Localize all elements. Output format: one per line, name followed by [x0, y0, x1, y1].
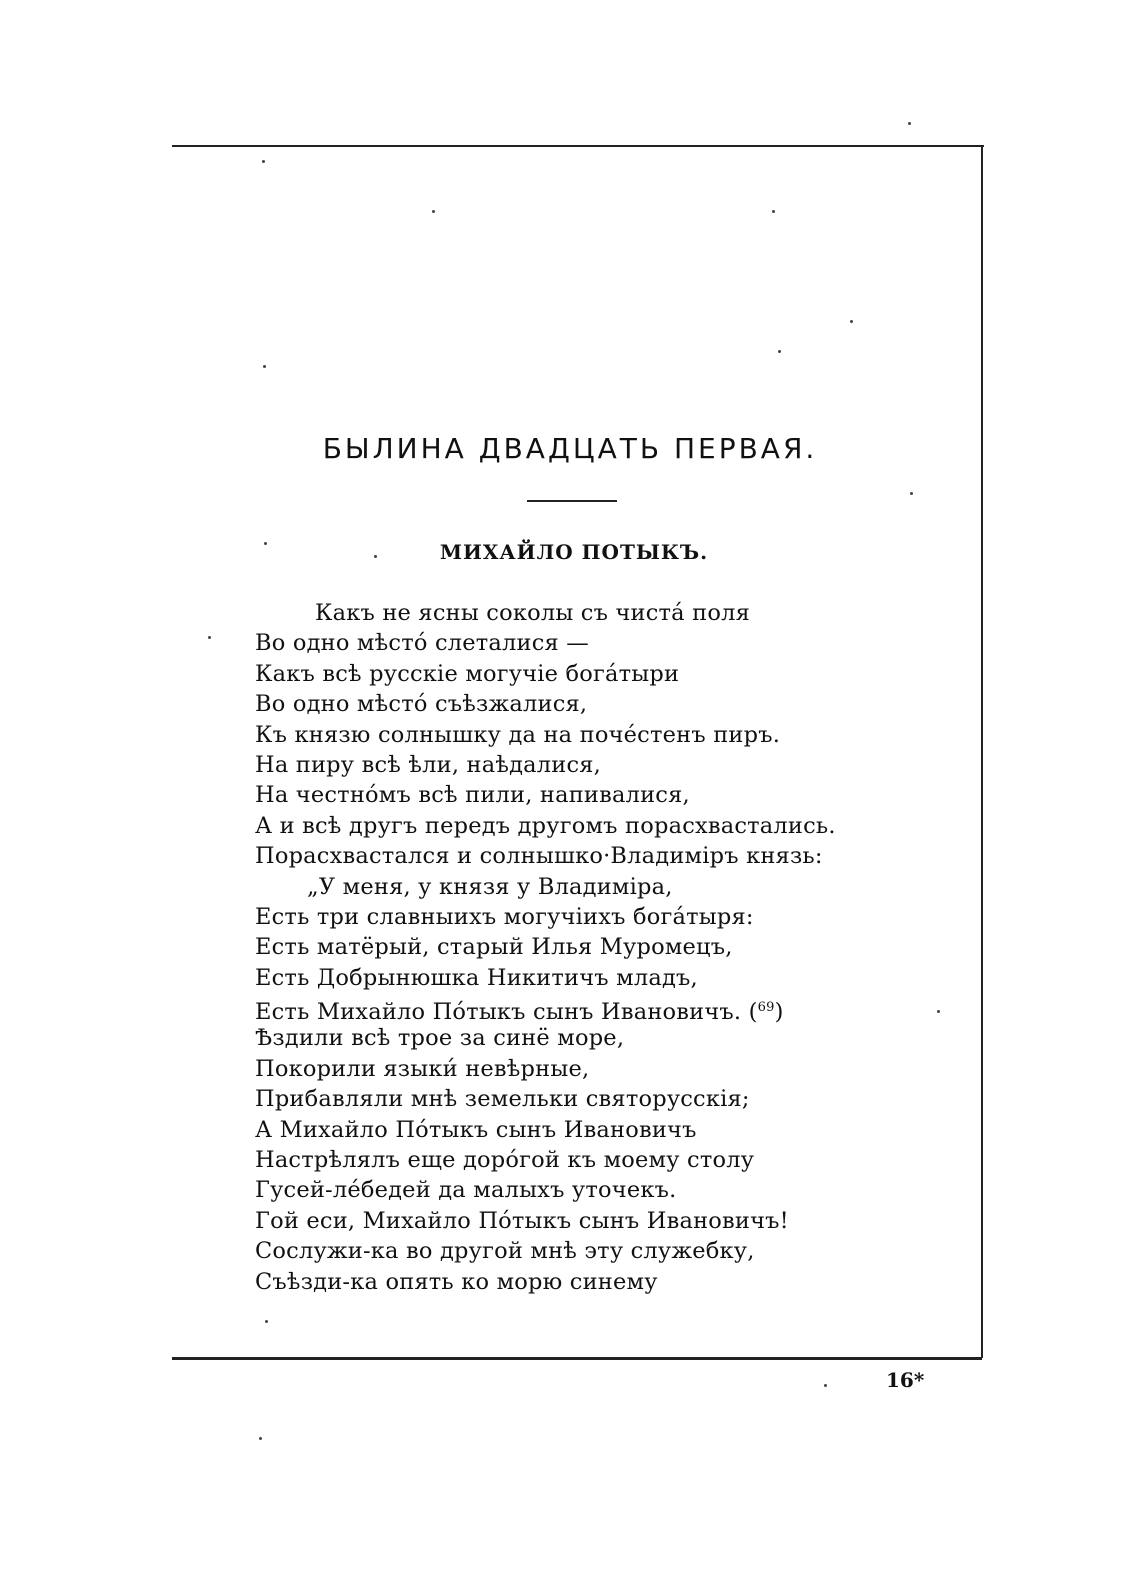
poem-line: Настрѣлялъ еще доро́гой къ моему столу: [255, 1147, 755, 1174]
poem-line: Какъ не ясны соколы съ чиста́ поля: [315, 600, 750, 626]
poem-line: Сослужи-ка во другой мнѣ эту служебку,: [255, 1238, 755, 1265]
scan-speck: [908, 122, 911, 125]
page-number: 16*: [886, 1368, 925, 1392]
title-divider: [527, 500, 617, 502]
poem-title: МИХАЙЛО ПОТЫКЪ.: [439, 540, 709, 564]
poem-line: Есть Добрынюшка Никитичъ младъ,: [255, 964, 698, 991]
scan-speck: [259, 1437, 262, 1440]
poem-text: [255, 598, 895, 1297]
poem-line: Гусей-ле́бедей да малыхъ уточекъ.: [255, 1177, 677, 1204]
poem-line: Съѣзди-ка опять ко морю синему: [255, 1268, 658, 1295]
poem-line: А и всѣ другъ передъ другомъ порасхвастались.: [255, 812, 836, 839]
poem-line: Есть три славныихъ могучіихъ бога́тыря:: [255, 903, 754, 930]
poem-line: Во одно мѣсто́ слеталися —: [255, 630, 589, 657]
scan-speck: [937, 1010, 940, 1013]
poem-line: Порасхвастался и солнышко·Владиміръ князь:: [255, 843, 823, 870]
scan-speck: [772, 210, 775, 213]
scan-speck: [778, 350, 781, 353]
footnote-reference: 69: [757, 1000, 775, 1016]
poem-line: Къ князю солнышку да на поче́стенъ пиръ.: [255, 721, 781, 748]
top-border-rule: [172, 145, 984, 147]
scan-speck: [262, 160, 265, 163]
poem-line-text: Есть Михайло По́тыкъ сынъ Ивановичъ.: [255, 999, 742, 1026]
poem-line: На честно́мъ всѣ пили, напивалися,: [255, 782, 690, 809]
scan-speck: [265, 1320, 268, 1323]
poem-line: Покорили языки́ невѣрные,: [255, 1055, 590, 1082]
scan-speck: [824, 1384, 827, 1387]
chapter-title: БЫЛИНА ДВАДЦАТЬ ПЕРВАЯ.: [322, 432, 818, 465]
scan-speck: [850, 320, 853, 323]
poem-line: Во одно мѣсто́ съѣзжалися,: [255, 691, 588, 718]
scan-speck: [208, 636, 211, 639]
poem-line: „У меня, у князя у Владиміра,: [307, 873, 673, 900]
poem-line: Есть матёрый, старый Илья Муромецъ,: [255, 934, 733, 961]
right-border-rule: [981, 145, 983, 1358]
poem-line: Какъ всѣ русскіе могучіе бога́тыри: [255, 660, 680, 687]
poem-line: Прибавляли мнѣ земельки святорусскія;: [255, 1086, 750, 1113]
poem-line-with-footnote: Есть Михайло По́тыкъ сынъ Ивановичъ. ($^{69}$): [255, 999, 784, 1026]
scan-speck: [910, 492, 913, 495]
poem-line: Ѣздили всѣ трое за синё море,: [255, 1025, 625, 1052]
poem-line: Гой еси, Михайло По́тыкъ сынъ Ивановичъ!: [255, 1207, 789, 1234]
scan-speck: [432, 210, 435, 213]
scan-speck: [374, 555, 377, 558]
bottom-border-rule: [172, 1357, 982, 1360]
scan-speck: [264, 542, 267, 545]
scan-speck: [263, 365, 266, 368]
poem-line: А Михайло По́тыкъ сынъ Ивановичъ: [255, 1116, 697, 1143]
poem-line: На пиру всѣ ѣли, наѣдалися,: [255, 751, 602, 778]
